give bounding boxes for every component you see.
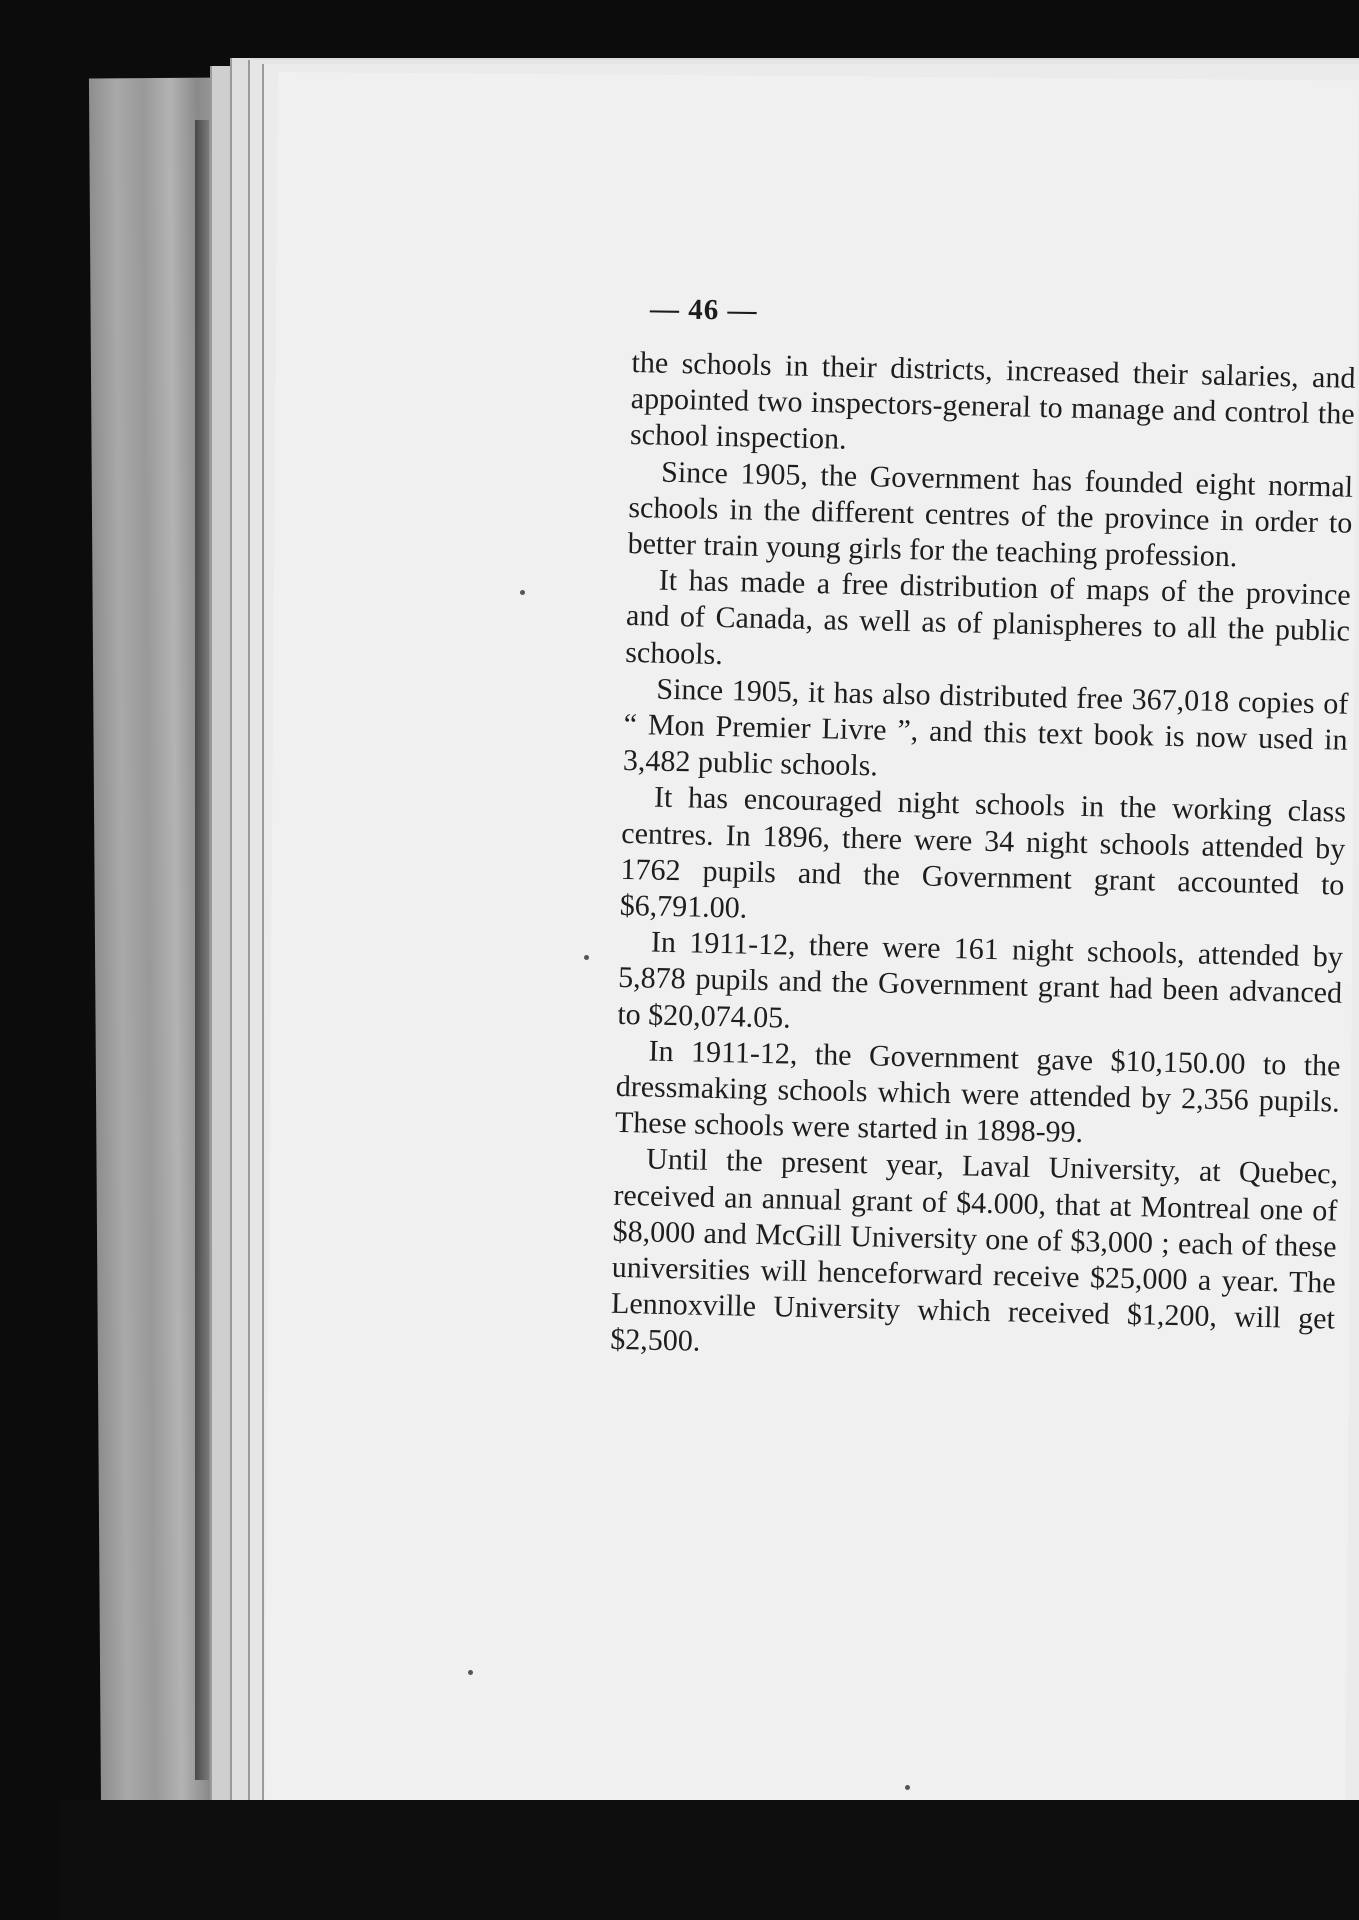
paragraph: Since 1905, it has also distributed free 367,018 copies of “ Mon Premier Livre ”, and this text book is now used in 3,482 public schools. xyxy=(622,672,1349,783)
paragraph: It has made a free distribution of maps of the province and of Canada, as well as of planispheres to all the public schools. xyxy=(624,563,1352,671)
scan-speck xyxy=(905,1785,910,1790)
paragraph: Since 1905, the Government has founded eight normal schools in the different centres of the province in order to better train young girls for the teaching profession. xyxy=(627,455,1354,574)
paragraph: Until the present year, Laval University, at Quebec, received an annual grant of $4.000, that at Montreal one of $8,000 and McGill University one of $3,000 ; each of these universities will henceforward receive $25,000 a year. The Lennoxville University which received $1,200, will get $2,500. xyxy=(609,1142,1339,1359)
binding-shadow xyxy=(195,120,209,1780)
scan-speck xyxy=(468,1670,473,1675)
scan-speck xyxy=(584,955,589,960)
paragraph: the schools in their districts, increased their salaries, and appointed two inspectors-general to manage and control the school inspection. xyxy=(629,345,1356,457)
scan-speck xyxy=(520,590,525,595)
paragraph: In 1911-12, the Government gave $10,150.00 to the dressmaking schools which were attended by 2,356 pupils. These schools were started in 1898-99. xyxy=(614,1034,1341,1150)
page-body-text xyxy=(610,345,1356,1374)
paragraph: In 1911-12, there were 161 night schools, attended by 5,878 pupils and the Government grant had been advanced to $20,074.05. xyxy=(617,925,1344,1035)
paragraph: It has encouraged night schools in the working class centres. In 1896, there were 34 night schools attended by 1762 pupils and the Government grant accounted to $6,791.00. xyxy=(619,781,1347,925)
scan-background-bottom xyxy=(60,1800,1359,1920)
page-number: — 46 — xyxy=(649,293,758,327)
